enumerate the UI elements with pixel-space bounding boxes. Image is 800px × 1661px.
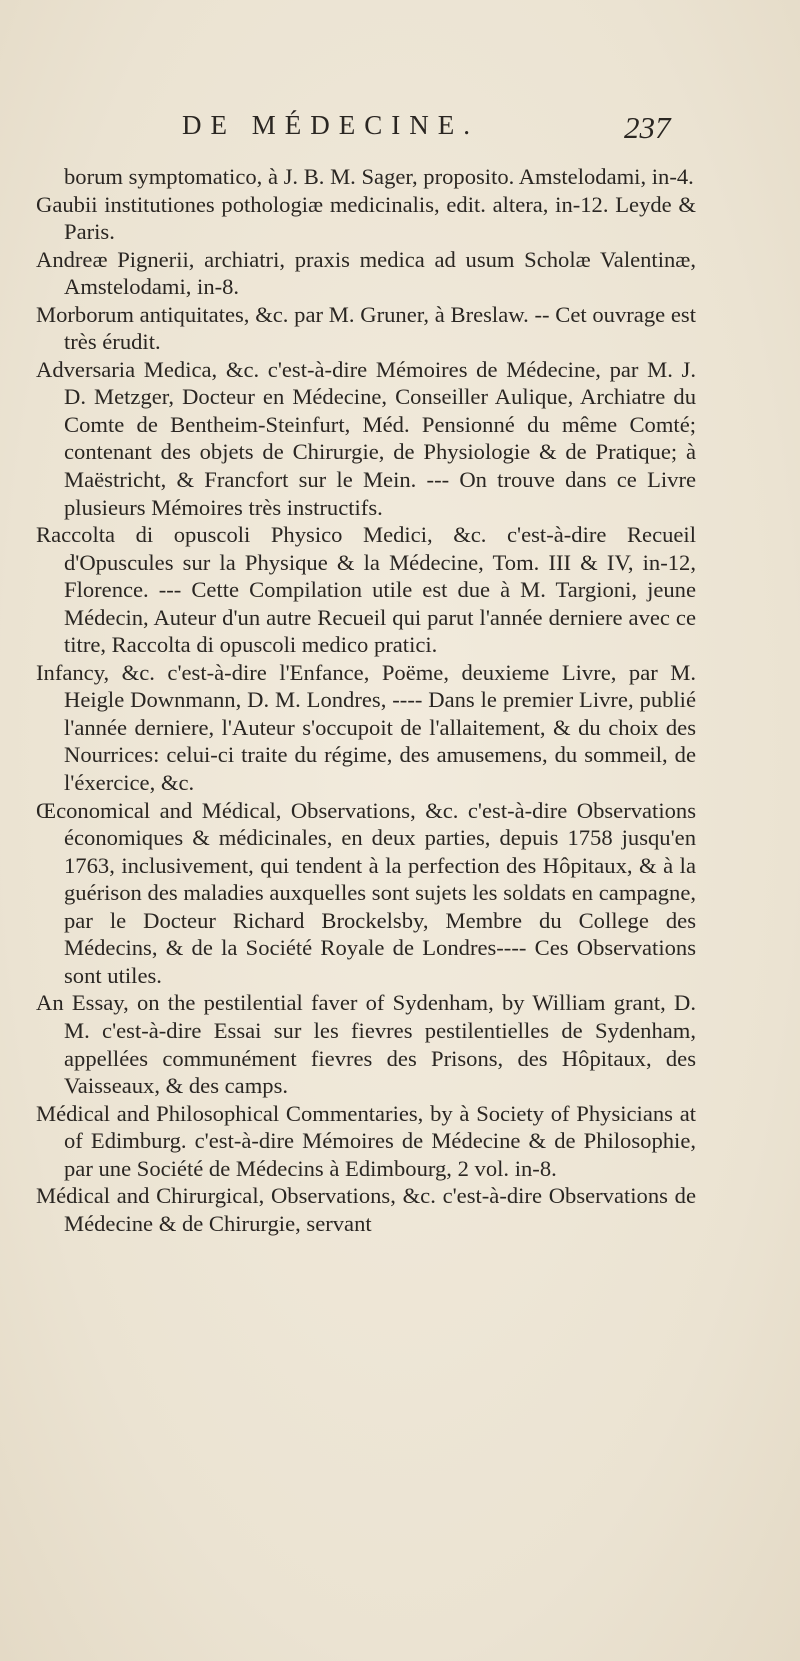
- bibliography-entry: Andreæ Pignerii, archiatri, praxis medica ad usum Scholæ Valentinæ, Amstelodami, in-8.: [36, 246, 696, 300]
- bibliography-entry: An Essay, on the pestilential faver of Sydenham, by William grant, D. M. c'est-à-dire Essai sur les fievres pestilentielles de Sydenham, appellées communément fievres des Prisons, des Hôpitaux, des Vaisseaux, & des camps.: [36, 990, 696, 1099]
- page-header: [0, 110, 800, 156]
- bibliography-entry: Infancy, &c. c'est-à-dire l'Enfance, Poëme, deuxieme Livre, par M. Heigle Downmann, D. M. Londres, ---- Dans le premier Livre, publié l'année derniere, l'Auteur s'occupoit de l'allaitement, & du choix des Nourrices: celui-ci traite du régime, des amusemens, du sommeil, de l'éxercice, &c.: [36, 659, 696, 796]
- bibliography-entry: Adversaria Medica, &c. c'est-à-dire Mémoires de Médecine, par M. J. D. Metzger, Docteur en Médecine, Conseiller Aulique, Archiatre du Comte de Bentheim-Steinfurt, Méd. Pensionné du même Comté; contenant des objets de Chirurgie, de Physiologie & de Pratique; à Maëstricht, & Francfort sur le Mein. --- On trouve dans ce Livre plusieurs Mémoires très instructifs.: [36, 356, 696, 520]
- body-text: [36, 163, 696, 1237]
- bibliography-entry: Raccolta di opuscoli Physico Medici, &c. c'est-à-dire Recueil d'Opuscules sur la Physique & la Médecine, Tom. III & IV, in-12, Florence. --- Cette Compilation utile est due à M. Targioni, jeune Médecin, Auteur d'un autre Recueil qui parut l'année derniere avec ce titre, Raccolta di opuscoli medico pratici.: [36, 522, 696, 658]
- bibliography-entry: Médical and Chirurgical, Observations, &c. c'est-à-dire Observations de Médecine & de Chirurgie, servant: [36, 1183, 696, 1236]
- page-number: 237: [624, 110, 671, 145]
- entry-continuation: borum symptomatico, à J. B. M. Sager, proposito. Amstelodami, in-4.: [64, 164, 694, 189]
- running-title: DE MÉDECINE.: [182, 110, 479, 140]
- bibliography-entry: Médical and Philosophical Commentaries, by à Society of Physicians at of Edimburg. c'est-à-dire Mémoires de Médecine & de Philosophie, par une Société de Médecins à Edimbourg, 2 vol. in-8.: [36, 1100, 696, 1181]
- bibliography-entry: Œconomical and Médical, Observations, &c. c'est-à-dire Observations économiques & médicinales, en deux parties, depuis 1758 jusqu'en 1763, inclusivement, qui tendent à la perfection des Hôpitaux, & à la guérison des maladies auxquelles sont sujets les soldats en campagne, par le Docteur Richard Brockelsby, Membre du College des Médecins, & de la Société Royale de Londres---- Ces Observations sont utiles.: [36, 797, 696, 988]
- bibliography-entry: Morborum antiquitates, &c. par M. Gruner, à Breslaw. -- Cet ouvrage est très érudit.: [36, 301, 696, 355]
- bibliography-entry: Gaubii institutiones pothologiæ medicinalis, edit. altera, in-12. Leyde & Paris.: [36, 191, 696, 245]
